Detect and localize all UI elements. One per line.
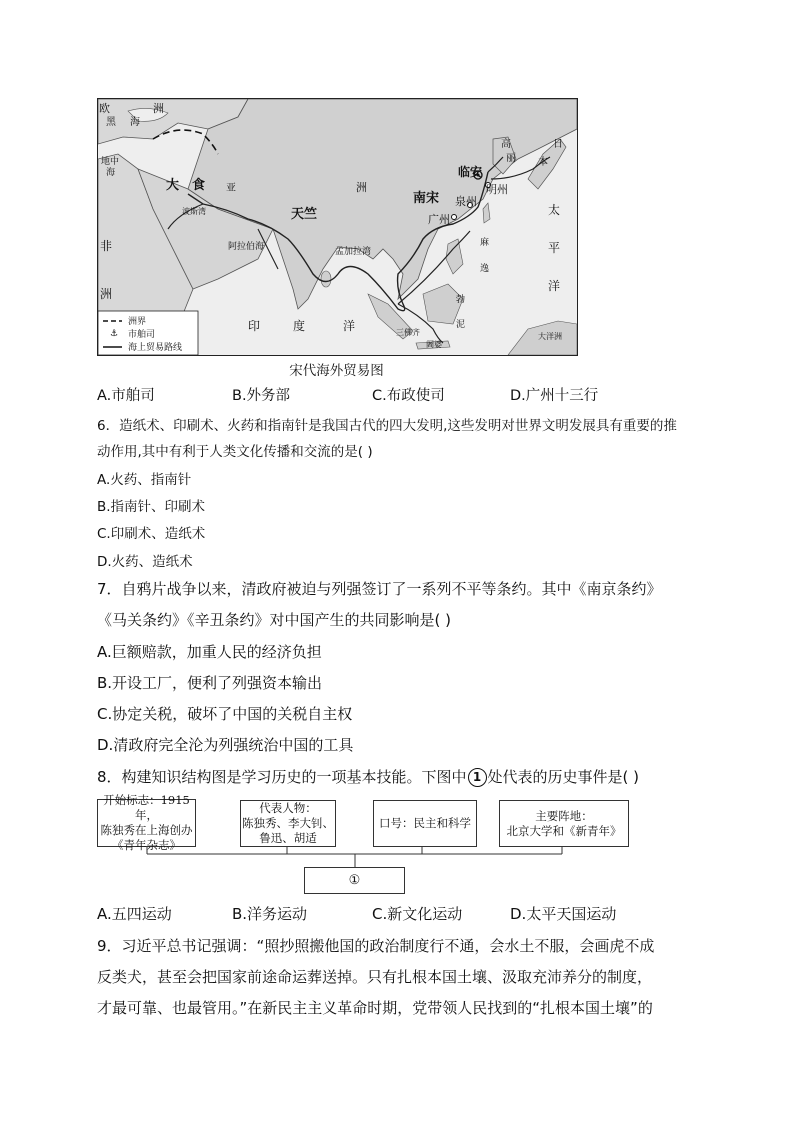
q8-stem bbox=[97, 767, 639, 787]
map-label-mingzhou: 明州 bbox=[486, 183, 508, 196]
map-label: 波斯湾 bbox=[182, 207, 206, 216]
map-label-dashi: 大 食 bbox=[166, 178, 206, 193]
map-label: 洋 bbox=[548, 279, 561, 293]
q7-option-b[interactable]: B.开设工厂，便利了列强资本输出 bbox=[97, 674, 323, 692]
map-label: 洲 bbox=[356, 181, 367, 194]
map-label: 地中 bbox=[101, 157, 120, 167]
q6-option-a[interactable]: A.火药、指南针 bbox=[97, 472, 192, 488]
q7-option-a[interactable]: A.巨额赔款，加重人民的经济负担 bbox=[97, 643, 322, 661]
q8-box-representatives: 代表人物： 陈独秀、李大钊、 鲁迅、胡适 bbox=[242, 801, 334, 845]
map-label: 孟加拉湾 bbox=[335, 247, 372, 257]
legend-boundary-label: 洲界 bbox=[128, 317, 147, 327]
q8-stem-after: 处代表的历史事件是( ) bbox=[487, 768, 640, 786]
q8-option-c[interactable]: C.新文化运动 bbox=[372, 905, 463, 923]
map-label: 平 bbox=[548, 241, 561, 255]
q8-knowledge-diagram bbox=[97, 793, 697, 895]
legend-route-label: 海上贸易路线 bbox=[128, 343, 183, 353]
map-label-guangzhou: 广州 bbox=[428, 213, 450, 226]
q8-box-start-sign: 开始标志：1915年， 陈独秀在上海创办 《青年杂志》 bbox=[97, 799, 196, 847]
map-label: 欧 bbox=[99, 102, 110, 115]
q5-option-c[interactable]: C.布政使司 bbox=[372, 388, 445, 404]
q9-stem-line2: 反类犬，甚至会把国家前途命运葬送掉。只有扎根本国土壤、汲取充沛养分的制度， bbox=[97, 968, 653, 986]
map-label: 泥 bbox=[456, 320, 466, 330]
map-label: 高 bbox=[501, 139, 511, 150]
map-caption: 宋代海外贸易图 bbox=[289, 363, 384, 379]
map-label: 亚 bbox=[226, 183, 236, 194]
q8-box-slogan: 口号：民主和科学 bbox=[373, 800, 477, 847]
legend-shibosi-label: 市舶司 bbox=[128, 330, 156, 340]
q9-stem-line1: 9．习近平总书记强调：“照抄照搬他国的政治制度行不通，会水土不服，会画虎不成 bbox=[97, 937, 655, 955]
q6-option-d[interactable]: D.火药、造纸术 bbox=[97, 554, 193, 570]
map-label: 黑 bbox=[106, 117, 116, 128]
song-trade-map bbox=[97, 98, 578, 356]
q5-option-d[interactable]: D.广州十三行 bbox=[510, 388, 599, 404]
map-label: 麻 bbox=[480, 238, 490, 248]
map-label: 洲 bbox=[100, 287, 113, 301]
q8-options bbox=[97, 904, 717, 924]
q5-option-a[interactable]: A.市舶司 bbox=[97, 388, 155, 404]
q5-options bbox=[97, 386, 717, 406]
q8-option-d[interactable]: D.太平天国运动 bbox=[510, 905, 617, 923]
q6-stem-line1: 6．造纸术、印刷术、火药和指南针是我国古代的四大发明,这些发明对世界文明发展具有重要的推 bbox=[97, 418, 677, 434]
map-label: 阿拉伯海 bbox=[228, 242, 265, 252]
map-label: 非 bbox=[100, 239, 113, 253]
q8-box-answer-blank: ① bbox=[304, 867, 405, 894]
q7-stem-line2: 《马关条约》《辛丑条约》对中国产生的共同影响是( ) bbox=[97, 611, 451, 629]
q8-circle-marker: 1 bbox=[468, 768, 487, 787]
q9-stem-line3: 才最可靠、也最管用。”在新民主主义革命时期，党带领人民找到的“扎根本国土壤”的 bbox=[97, 999, 653, 1017]
q7-option-c[interactable]: C.协定关税，破坏了中国的关税自主权 bbox=[97, 705, 353, 723]
q8-box-main-base: 主要阵地： 北京大学和《新青年》 bbox=[499, 800, 629, 847]
map-label: 大洋洲 bbox=[538, 332, 562, 341]
q5-option-b[interactable]: B.外务部 bbox=[232, 388, 291, 404]
map-label: 日 bbox=[553, 139, 563, 150]
map-label: 丽 bbox=[506, 153, 516, 164]
q7-option-d[interactable]: D.清政府完全沦为列强统治中国的工具 bbox=[97, 736, 354, 754]
q8-stem-before: 8．构建知识结构图是学习历史的一项基本技能。下图中 bbox=[97, 768, 467, 786]
map-label: 度 bbox=[293, 319, 306, 333]
q6-option-b[interactable]: B.指南针、印刷术 bbox=[97, 499, 206, 515]
map-label: 三佛齐 bbox=[396, 328, 420, 337]
map-label-nansong: 南宋 bbox=[413, 191, 440, 206]
map-label: 太 bbox=[548, 203, 561, 217]
map-label: 阇婆 bbox=[426, 340, 442, 349]
svg-text:⚓: ⚓ bbox=[110, 329, 119, 339]
map-label: 海 bbox=[106, 168, 116, 178]
q8-option-b[interactable]: B.洋务运动 bbox=[232, 905, 308, 923]
map-label-linan: 临安 bbox=[458, 165, 483, 179]
q6-stem-line2: 动作用,其中有利于人类文化传播和交流的是( ) bbox=[97, 444, 373, 460]
map-label: 勃 bbox=[456, 295, 466, 305]
map-label: 洲 bbox=[153, 102, 164, 115]
map-label: 海 bbox=[130, 117, 140, 128]
map-label: 逸 bbox=[480, 264, 490, 274]
map-label: 印 bbox=[248, 319, 261, 333]
map-label-tianzhu: 天竺 bbox=[291, 207, 318, 222]
q8-option-a[interactable]: A.五四运动 bbox=[97, 905, 172, 923]
map-label-quanzhou: 泉州 bbox=[455, 195, 477, 208]
q7-stem-line1: 7．自鸦片战争以来，清政府被迫与列强签订了一系列不平等条约。其中《南京条约》 bbox=[97, 580, 662, 598]
map-label: 洋 bbox=[343, 319, 356, 333]
q6-option-c[interactable]: C.印刷术、造纸术 bbox=[97, 526, 206, 542]
map-label: 本 bbox=[538, 157, 548, 168]
